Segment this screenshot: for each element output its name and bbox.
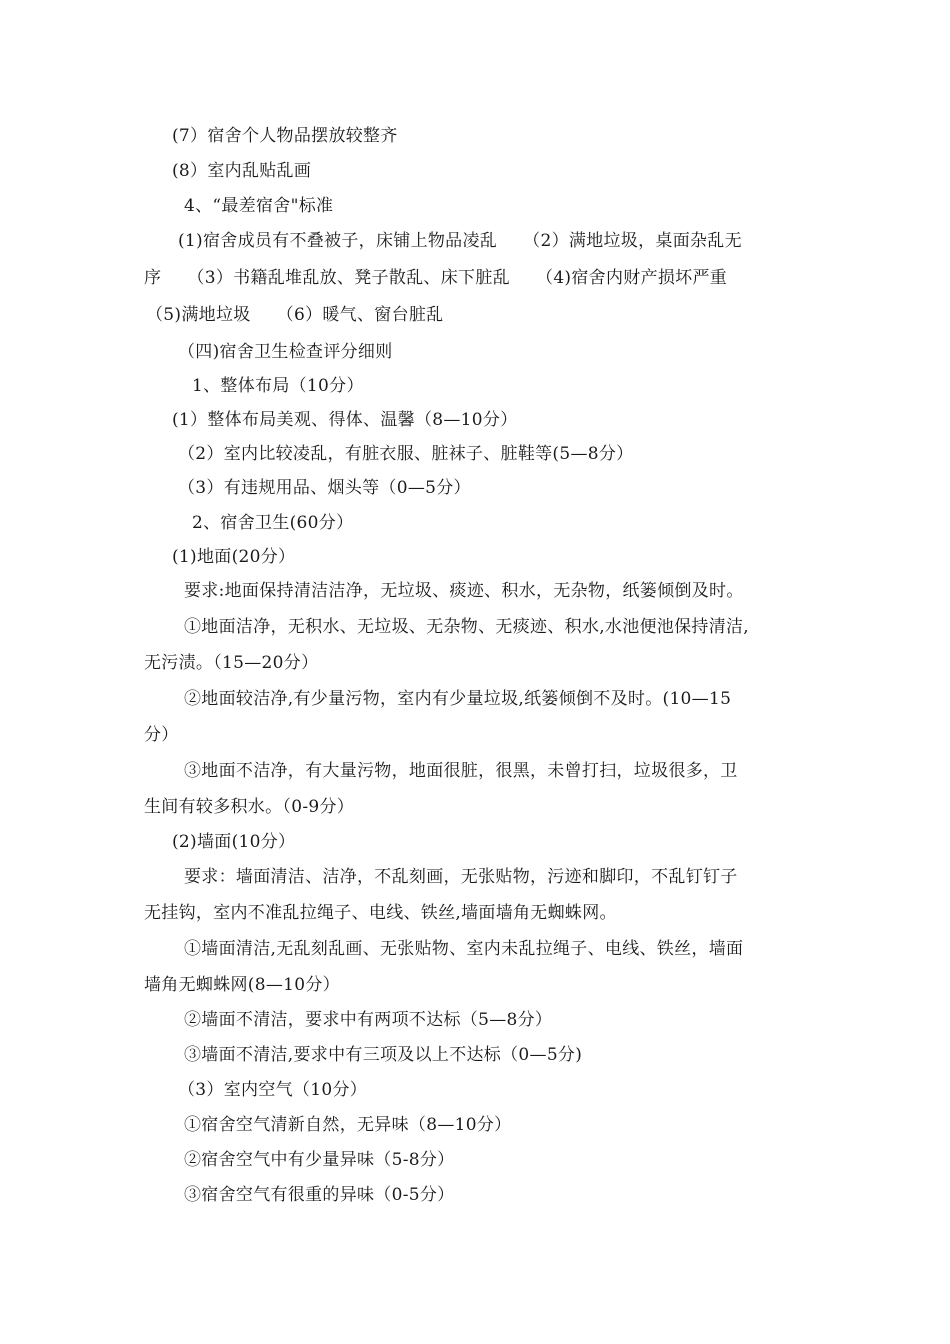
text-line: ②墙面不清洁，要求中有两项不达标（5—8分） bbox=[184, 1010, 553, 1030]
text-line: (7）宿舍个人物品摆放较整齐 bbox=[172, 126, 398, 146]
text-line: （3）有违规用品、烟头等（0—5分） bbox=[178, 478, 471, 498]
text-line: (8）室内乱贴乱画 bbox=[172, 161, 312, 181]
text-line: ③墙面不清洁,要求中有三项及以上不达标（0—5分) bbox=[184, 1045, 583, 1065]
subsection-heading: 2、宿舍卫生(60分） bbox=[192, 513, 354, 533]
text-line: 墙角无蜘蛛网(8—10分） bbox=[144, 975, 340, 995]
text-line: （5)满地垃圾 （6）暖气、窗台脏乱 bbox=[146, 305, 444, 325]
text-line: ③地面不洁净，有大量污物，地面很脏，很黑，未曾打扫，垃圾很多，卫 bbox=[184, 761, 738, 781]
text-line: ①墙面清洁,无乱刻乱画、无张贴物、室内未乱拉绳子、电线、铁丝，墙面 bbox=[184, 939, 744, 959]
section-heading: 4、“最差宿舍"标准 bbox=[184, 196, 334, 216]
text-line: ①宿舍空气清新自然，无异味（8—10分） bbox=[184, 1115, 512, 1135]
text-line: 无挂钩，室内不准乱拉绳子、电线、铁丝,墙面墙角无蜘蛛网。 bbox=[144, 903, 617, 923]
text-line: (1)地面(20分） bbox=[172, 547, 296, 567]
section-heading: （四)宿舍卫生检查评分细则 bbox=[178, 342, 393, 362]
text-line: （2）室内比较凌乱，有脏衣服、脏袜子、脏鞋等(5—8分） bbox=[178, 444, 634, 464]
text-line: 要求：墙面清洁、洁净，不乱刻画，无张贴物，污迹和脚印，不乱钉钉子 bbox=[184, 867, 738, 887]
text-line: 生间有较多积水。（0-9分） bbox=[144, 797, 355, 817]
text-line: ②宿舍空气中有少量异味（5-8分） bbox=[184, 1150, 455, 1170]
text-line: 分） bbox=[144, 725, 179, 745]
text-line: (1）整体布局美观、得体、温馨（8—10分） bbox=[172, 410, 518, 430]
text-line: 要求:地面保持清洁洁净，无垃圾、痰迹、积水，无杂物，纸篓倾倒及时。 bbox=[184, 581, 744, 601]
text-line: (2)墙面(10分） bbox=[172, 832, 296, 852]
text-line: 序 （3）书籍乱堆乱放、凳子散乱、床下脏乱 （4)宿舍内财产损坏严重 bbox=[144, 268, 728, 288]
text-line: ①地面洁净，无积水、无垃圾、无杂物、无痰迹、积水,水池便池保持清洁, bbox=[184, 617, 750, 637]
text-line: ②地面较洁净,有少量污物，室内有少量垃圾,纸篓倾倒不及时。(10—15 bbox=[184, 689, 732, 709]
text-line: （3）室内空气（10分） bbox=[178, 1080, 368, 1100]
text-line: ③宿舍空气有很重的异味（0-5分） bbox=[184, 1185, 455, 1205]
text-line: (1)宿舍成员有不叠被子，床铺上物品凌乱 （2）满地垃圾，桌面杂乱无 bbox=[178, 231, 742, 251]
text-line: 无污渍。（15—20分） bbox=[144, 653, 319, 673]
subsection-heading: 1、整体布局（10分） bbox=[192, 376, 364, 396]
